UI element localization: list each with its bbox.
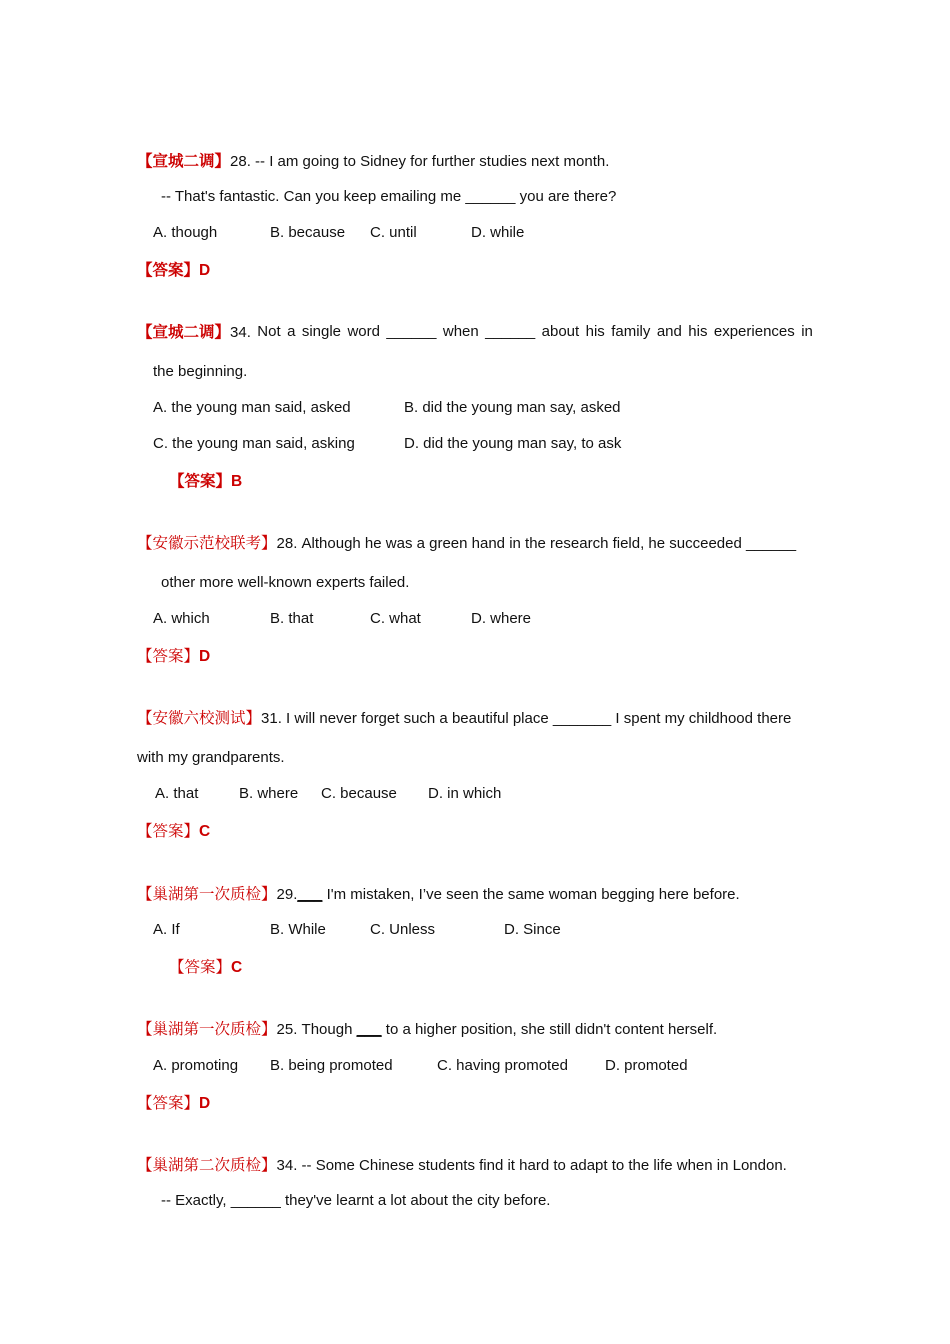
question-2-answer-label: 【答案】 bbox=[169, 471, 232, 490]
question-6-option-c: C. having promoted bbox=[437, 1057, 568, 1074]
question-2-answer bbox=[169, 471, 242, 492]
question-1-option-c: C. until bbox=[370, 224, 417, 241]
question-1-answer-label: 【答案】 bbox=[137, 260, 200, 279]
question-4-option-b: B. where bbox=[239, 785, 299, 802]
question-3-answer-label: 【答案】 bbox=[137, 647, 200, 665]
question-6-option-b: B. being promoted bbox=[270, 1057, 393, 1074]
question-6-answer-value: D bbox=[199, 1095, 211, 1112]
question-1-text: 28. -- I am going to Sidney for further studies next month. bbox=[230, 153, 610, 170]
question-3-option-a: A. which bbox=[153, 610, 210, 627]
question-5-text: I'm mistaken, I’ve seen the same woman begging here before. bbox=[322, 886, 740, 903]
question-6-options bbox=[0, 1056, 950, 1076]
question-5-option-b: B. While bbox=[270, 921, 326, 938]
question-6-stem bbox=[137, 1019, 717, 1040]
question-2-blank: ______ bbox=[485, 323, 536, 340]
question-7-stem-line2: -- Exactly, ______ they've learnt a lot about the city before. bbox=[161, 1192, 551, 1209]
question-6-option-a: A. promoting bbox=[153, 1057, 239, 1074]
question-5-option-a: A. If bbox=[153, 921, 180, 938]
question-6-prefix: 25. Though bbox=[276, 1021, 357, 1038]
question-2-option-d: D. did the young man say, to ask bbox=[404, 435, 622, 452]
question-2-word: in bbox=[801, 323, 813, 340]
question-4-options bbox=[0, 784, 950, 804]
question-5-answer-label: 【答案】 bbox=[169, 958, 232, 976]
question-5-option-c: C. Unless bbox=[370, 921, 436, 938]
question-1-option-d: D. while bbox=[471, 224, 525, 241]
question-2-options-row1 bbox=[0, 398, 950, 418]
question-1-option-a: A. though bbox=[153, 224, 218, 241]
question-7-text: 34. -- Some Chinese students find it hard to adapt to the life when in London. bbox=[276, 1157, 787, 1174]
question-2-stem-line1 bbox=[137, 322, 813, 343]
question-1-answer bbox=[137, 260, 210, 281]
question-6-option-d: D. promoted bbox=[605, 1057, 688, 1074]
question-1-stem-line2: -- That's fantastic. Can you keep emailing me ______ you are there? bbox=[161, 188, 617, 205]
question-2-word: family bbox=[611, 323, 651, 340]
question-3-option-b: B. that bbox=[270, 610, 314, 627]
question-2-word: 34. bbox=[230, 324, 251, 341]
question-4-answer bbox=[137, 821, 210, 842]
question-3-answer-value: D bbox=[199, 648, 211, 665]
question-2-stem-line2: the beginning. bbox=[153, 363, 248, 380]
question-3-text: 28. Although he was a green hand in the research field, he succeeded ______ bbox=[276, 535, 797, 552]
question-4-stem-line1 bbox=[137, 708, 791, 729]
question-3-option-c: C. what bbox=[370, 610, 421, 627]
question-1-options bbox=[0, 223, 950, 243]
question-1-source: 【宣城二调】 bbox=[137, 151, 231, 170]
question-5-stem bbox=[137, 884, 740, 905]
question-6-source: 【巢湖第一次质检】 bbox=[137, 1020, 277, 1038]
question-3-stem-line2: other more well-known experts failed. bbox=[161, 574, 410, 591]
question-4-option-c: C. because bbox=[321, 785, 397, 802]
question-2-blank: ______ bbox=[386, 323, 437, 340]
question-5-blank: ___ bbox=[297, 886, 323, 903]
question-2-word: a bbox=[287, 323, 296, 340]
question-3-answer bbox=[137, 646, 210, 667]
question-2-word: experiences bbox=[713, 323, 795, 340]
question-2-option-b: B. did the young man say, asked bbox=[404, 399, 621, 416]
question-5-answer bbox=[169, 957, 242, 978]
question-2-option-c: C. the young man said, asking bbox=[153, 435, 355, 452]
question-2-word: and bbox=[656, 323, 682, 340]
question-2-word: his bbox=[585, 323, 605, 340]
question-5-source: 【巢湖第一次质检】 bbox=[137, 885, 277, 903]
question-7-source: 【巢湖第二次质检】 bbox=[137, 1156, 277, 1174]
question-2-option-a: A. the young man said, asked bbox=[153, 399, 351, 416]
question-6-answer bbox=[137, 1093, 210, 1114]
question-7-stem-line1 bbox=[137, 1155, 787, 1176]
question-2-word: word bbox=[347, 323, 380, 340]
question-2-answer-value: B bbox=[231, 473, 243, 490]
question-2-options-row2 bbox=[0, 434, 950, 454]
question-4-option-a: A. that bbox=[155, 785, 199, 802]
question-4-stem-line2: with my grandparents. bbox=[137, 749, 285, 766]
question-3-stem-line1 bbox=[137, 533, 796, 554]
question-4-text: 31. I will never forget such a beautiful place _______ I spent my childhood there bbox=[261, 710, 792, 727]
question-4-source: 【安徽六校测试】 bbox=[137, 709, 262, 727]
question-2-word: when bbox=[442, 323, 479, 340]
question-3-source: 【安徽示范校联考】 bbox=[137, 534, 277, 552]
question-3-options bbox=[0, 609, 950, 629]
question-5-answer-value: C bbox=[231, 959, 243, 976]
question-4-answer-label: 【答案】 bbox=[137, 822, 200, 840]
question-5-number: 29. bbox=[276, 886, 298, 903]
question-2-word: Not bbox=[257, 323, 281, 340]
question-2-source: 【宣城二调】 bbox=[137, 322, 231, 341]
question-6-blank: ___ bbox=[356, 1021, 382, 1038]
question-2-word: about bbox=[541, 323, 580, 340]
question-5-options bbox=[0, 920, 950, 940]
question-3-option-d: D. where bbox=[471, 610, 532, 627]
question-4-option-d: D. in which bbox=[428, 785, 502, 802]
question-4-answer-value: C bbox=[199, 823, 211, 840]
question-5-option-d: D. Since bbox=[504, 921, 561, 938]
question-6-text: to a higher position, she still didn't content herself. bbox=[381, 1021, 718, 1038]
question-6-answer-label: 【答案】 bbox=[137, 1094, 200, 1112]
question-2-word: his bbox=[688, 323, 708, 340]
question-1-answer-value: D bbox=[199, 262, 211, 279]
question-1-option-b: B. because bbox=[270, 224, 346, 241]
question-1-stem-line1 bbox=[137, 151, 609, 172]
question-2-word: single bbox=[301, 323, 342, 340]
